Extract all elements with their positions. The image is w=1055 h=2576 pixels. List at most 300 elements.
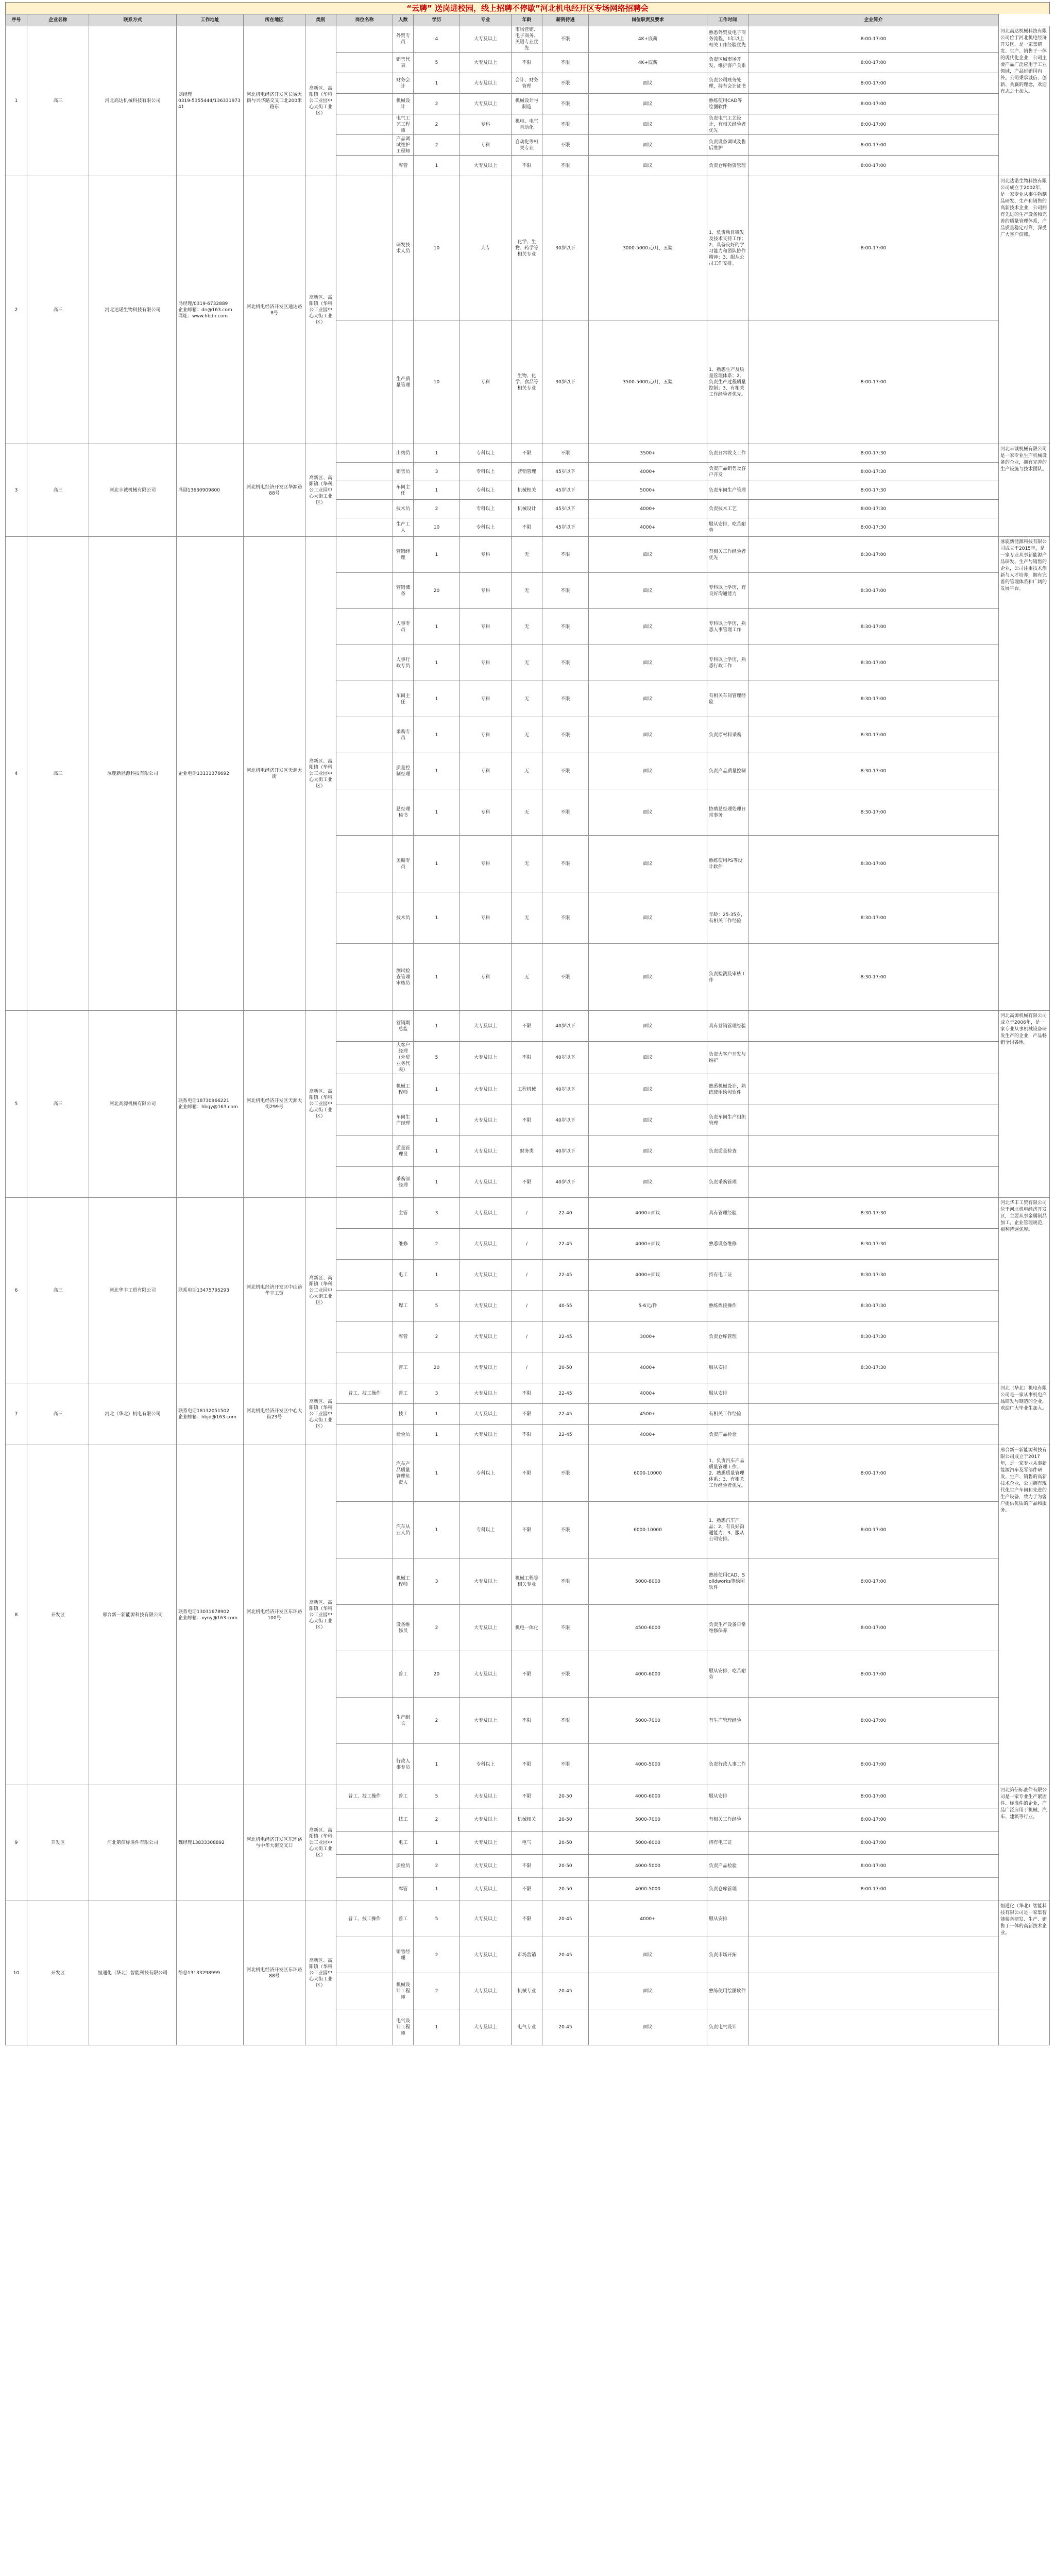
job-hours: 8:00-17:00 <box>748 1445 999 1502</box>
job-duty: 负责仓库管理 <box>707 1878 748 1901</box>
job-category <box>336 681 393 717</box>
job-salary: 面议 <box>589 681 707 717</box>
job-age: 22-45 <box>542 1425 589 1445</box>
job-hours: 8:00-17:00 <box>748 1605 999 1651</box>
job-hours <box>748 1425 999 1445</box>
job-duty: 熟练使用PS等设计软件 <box>707 836 748 892</box>
job-major: 无 <box>512 573 542 609</box>
job-duty: 负责电气设计 <box>707 2009 748 2045</box>
job-education: 大专及以上 <box>460 1605 512 1651</box>
job-category <box>336 94 393 114</box>
job-education: 专科 <box>460 789 512 836</box>
job-duty: 负责产品质量控制 <box>707 753 748 789</box>
job-education: 专科 <box>460 114 512 135</box>
job-category <box>336 500 393 518</box>
company-address: 河北机电经济开发区东环路与中华大街交叉口 <box>244 1785 305 1901</box>
job-title: 采购部经理 <box>393 1167 414 1198</box>
job-major: / <box>512 1229 542 1260</box>
job-headcount: 1 <box>414 944 460 1011</box>
job-major: 不限 <box>512 1855 542 1878</box>
company-contact: 魏经理13833308892 <box>177 1785 244 1901</box>
job-category <box>336 1074 393 1105</box>
job-salary: 面议 <box>589 609 707 645</box>
job-headcount: 3 <box>414 463 460 481</box>
job-headcount: 1 <box>414 892 460 944</box>
job-hours: 8:30-17:00 <box>748 681 999 717</box>
job-education: 大专及以上 <box>460 94 512 114</box>
job-headcount: 2 <box>414 1698 460 1744</box>
job-title: 检验员 <box>393 1425 414 1445</box>
job-title: 生产工人 <box>393 518 414 537</box>
job-category <box>336 1198 393 1229</box>
job-education: 专科以上 <box>460 444 512 463</box>
job-major: 无 <box>512 944 542 1011</box>
job-age: 不限 <box>542 94 589 114</box>
job-headcount: 20 <box>414 1352 460 1383</box>
job-category <box>336 26 393 53</box>
job-headcount: 1 <box>414 1445 460 1502</box>
job-duty: 负责产品销售及客户开发 <box>707 463 748 481</box>
job-category <box>336 1042 393 1074</box>
company-district: 高三 <box>27 537 89 1011</box>
job-headcount: 5 <box>414 1785 460 1808</box>
job-headcount: 20 <box>414 1651 460 1698</box>
job-salary: 面议 <box>589 944 707 1011</box>
job-headcount: 1 <box>414 645 460 681</box>
job-title: 汽车从业人员 <box>393 1502 414 1558</box>
job-age: 不限 <box>542 53 589 73</box>
job-headcount: 1 <box>414 1011 460 1042</box>
company-contact: 刘经理 0319-5355444/13633197341 <box>177 26 244 176</box>
job-education: 大专及以上 <box>460 1973 512 2009</box>
job-hours: 8:30-17:00 <box>748 717 999 753</box>
job-salary: 3500+ <box>589 444 707 463</box>
job-category <box>336 1973 393 2009</box>
job-education: 专科 <box>460 892 512 944</box>
column-header: 所在地区 <box>244 14 305 26</box>
column-header: 岗位职责及要求 <box>589 14 707 26</box>
company-intro: 河北高源机械有限公司成立于2006年，是一家专业从事机械设备研发生产的企业，产品畅销全国各地。 <box>999 1011 1050 1198</box>
job-education: 专科 <box>460 573 512 609</box>
company-address: 河北机电经济开发区通达路8号 <box>244 176 305 444</box>
company-intro: 河北第信标准件有限公司是一家专业生产紧固件、标准件的企业，产品广泛应用于机械、汽车、建筑等行业。 <box>999 1785 1050 1901</box>
job-headcount: 1 <box>414 1167 460 1198</box>
table-row <box>6 1383 1050 1404</box>
job-title: 库管 <box>393 1321 414 1352</box>
job-category <box>336 444 393 463</box>
job-title: 车间主任 <box>393 681 414 717</box>
job-duty: 负责技术工艺 <box>707 500 748 518</box>
company-region: 高新区、高阳镇（华科公工业园中心大街工业区） <box>305 1198 336 1383</box>
job-title: 采购专员 <box>393 717 414 753</box>
job-major: 机械设计与制造 <box>512 94 542 114</box>
job-hours: 8:00-17:00 <box>748 176 999 320</box>
company-name: 河北达诺生物科技有限公司 <box>89 176 177 444</box>
job-major: 工程机械 <box>512 1074 542 1105</box>
job-education: 大专及以上 <box>460 1404 512 1425</box>
job-major: 不限 <box>512 1011 542 1042</box>
job-education: 专科以上 <box>460 1502 512 1558</box>
column-header: 企业简介 <box>748 14 999 26</box>
job-duty: 熟练使用CAD等绘图软件 <box>707 94 748 114</box>
job-title: 财务会计 <box>393 73 414 94</box>
company-address: 河北机电经济开发区天源大街299号 <box>244 1011 305 1198</box>
company-address: 河北机电经济开发区华源路88号 <box>244 444 305 537</box>
job-duty: 负责区域市场开发，维护客户关系 <box>707 53 748 73</box>
job-headcount: 1 <box>414 1105 460 1136</box>
job-duty: 服从安排 <box>707 1383 748 1404</box>
job-hours: 8:30-17:30 <box>748 1260 999 1291</box>
job-duty: 负责采购管理 <box>707 1167 748 1198</box>
column-header: 工作时间 <box>707 14 748 26</box>
job-category <box>336 1105 393 1136</box>
job-category <box>336 1832 393 1855</box>
job-salary: 4000-5000 <box>589 1855 707 1878</box>
job-salary: 4000+ <box>589 1352 707 1383</box>
job-major: 无 <box>512 681 542 717</box>
job-education: 大专及以上 <box>460 1167 512 1198</box>
job-age: 40岁以下 <box>542 1042 589 1074</box>
company-contact: 联系电话13475795293 <box>177 1198 244 1383</box>
job-title: 电工 <box>393 1832 414 1855</box>
company-number: 9 <box>6 1785 27 1901</box>
job-duty: 负责电气工艺设计，有相关经验者优先 <box>707 114 748 135</box>
job-salary: 4K+底薪 <box>589 26 707 53</box>
job-salary: 面议 <box>589 789 707 836</box>
job-major: 机械设计 <box>512 500 542 518</box>
job-major: 市场营销 <box>512 1937 542 1973</box>
company-contact: 徐总13133298999 <box>177 1901 244 2045</box>
job-education: 大专及以上 <box>460 1291 512 1321</box>
job-hours: 8:30-17:30 <box>748 1291 999 1321</box>
job-major: 不限 <box>512 518 542 537</box>
company-contact: 联系电话18730966221 企业邮箱：hbgy@163.com <box>177 1011 244 1198</box>
job-hours <box>748 1383 999 1404</box>
job-duty: 具有营销管理经验 <box>707 1011 748 1042</box>
job-headcount: 2 <box>414 1855 460 1878</box>
job-duty: 专科以上学历，熟悉行政工作 <box>707 645 748 681</box>
company-number: 2 <box>6 176 27 444</box>
company-contact: 联系电话13031678902 企业邮箱：xyny@163.com <box>177 1445 244 1785</box>
job-education: 专科以上 <box>460 500 512 518</box>
job-headcount: 1 <box>414 609 460 645</box>
job-hours <box>748 1973 999 2009</box>
job-hours: 8:00-17:00 <box>748 1808 999 1832</box>
job-category <box>336 1605 393 1651</box>
job-education: 大专及以上 <box>460 1383 512 1404</box>
column-header: 岗位名称 <box>336 14 393 26</box>
job-duty: 有相关工作经验者优先 <box>707 537 748 573</box>
job-duty: 负责公司账务处理，持有会计证书 <box>707 73 748 94</box>
job-category <box>336 320 393 444</box>
job-duty: 有相关车间管理经验 <box>707 681 748 717</box>
job-duty: 1、负责项目研发及技术支持工作；2、具备良好的学习能力和团队协作精神；3、服从公司工作安排。 <box>707 176 748 320</box>
job-duty: 服从安排 <box>707 1352 748 1383</box>
job-age: 不限 <box>542 789 589 836</box>
job-title: 销售经理 <box>393 1937 414 1973</box>
job-duty: 熟悉设备维修 <box>707 1229 748 1260</box>
job-category <box>336 481 393 500</box>
job-hours: 8:00-17:00 <box>748 156 999 176</box>
job-salary: 面议 <box>589 1105 707 1136</box>
job-hours: 8:00-17:30 <box>748 500 999 518</box>
column-header: 企业名称 <box>27 14 89 26</box>
job-major: 无 <box>512 892 542 944</box>
company-region: 高新区、高阳镇（华科公工业园中心大街工业区） <box>305 26 336 176</box>
job-hours <box>748 1136 999 1167</box>
job-salary: 面议 <box>589 1973 707 2009</box>
job-category: 普工、技工操作 <box>336 1383 393 1404</box>
job-education: 大专及以上 <box>460 1698 512 1744</box>
job-category <box>336 1502 393 1558</box>
company-intro: 河北丰诚机械有限公司是一家专业生产机械设备的企业，拥有完善的生产设施与技术团队。 <box>999 444 1050 537</box>
job-headcount: 1 <box>414 789 460 836</box>
table-header-row <box>6 14 1050 26</box>
job-headcount: 1 <box>414 1260 460 1291</box>
job-age: 不限 <box>542 573 589 609</box>
job-salary: 面议 <box>589 753 707 789</box>
job-age: 40岁以下 <box>542 1074 589 1105</box>
job-duty: 负责日常收支工作 <box>707 444 748 463</box>
job-headcount: 5 <box>414 1291 460 1321</box>
company-name: 涿鹿新能源科技有限公司 <box>89 537 177 1011</box>
company-number: 3 <box>6 444 27 537</box>
job-salary: 面议 <box>589 2009 707 2045</box>
job-hours: 8:00-17:00 <box>748 1744 999 1785</box>
job-major: 无 <box>512 789 542 836</box>
job-education: 大专及以上 <box>460 1901 512 1937</box>
job-title: 汽车产品质量管理负责人 <box>393 1445 414 1502</box>
job-major: 会计、财务管理 <box>512 73 542 94</box>
job-title: 主管 <box>393 1198 414 1229</box>
job-category: 普工、技工操作 <box>336 1901 393 1937</box>
job-duty: 有生产管理经验 <box>707 1698 748 1744</box>
job-major: 化学、生物、药学等相关专业 <box>512 176 542 320</box>
job-age: 20-50 <box>542 1352 589 1383</box>
job-age: 45岁以下 <box>542 481 589 500</box>
job-category <box>336 717 393 753</box>
job-title: 行政人事专员 <box>393 1744 414 1785</box>
company-number: 1 <box>6 26 27 176</box>
job-education: 专科 <box>460 836 512 892</box>
job-hours <box>748 1404 999 1425</box>
job-age: 不限 <box>542 717 589 753</box>
company-intro: 邢台新一新能源科技有限公司成立于2017年，是一家专业从事新能源汽车及零部件研发、生产、销售的高新技术企业，公司拥有现代化生产车间和先进的生产设备，致力于为客户提供优质的产品和服务。 <box>999 1445 1050 1785</box>
job-salary: 4000-6000 <box>589 1651 707 1698</box>
column-header: 薪资待遇 <box>542 14 589 26</box>
job-hours: 8:30-17:30 <box>748 1352 999 1383</box>
job-education: 大专及以上 <box>460 1105 512 1136</box>
job-major: / <box>512 1352 542 1383</box>
company-address: 河北机电经济开发区中心大街23号 <box>244 1383 305 1445</box>
job-headcount: 2 <box>414 94 460 114</box>
job-age: 不限 <box>542 753 589 789</box>
job-education: 专科以上 <box>460 481 512 500</box>
job-duty: 具有管理经验 <box>707 1198 748 1229</box>
job-major: 不限 <box>512 1878 542 1901</box>
job-age: 40-55 <box>542 1291 589 1321</box>
job-duty: 熟练使用绘图软件 <box>707 1973 748 2009</box>
job-salary: 面议 <box>589 1937 707 1973</box>
job-headcount: 2 <box>414 1973 460 2009</box>
job-age: 40岁以下 <box>542 1011 589 1042</box>
job-salary: 4500+ <box>589 1404 707 1425</box>
job-age: 22-40 <box>542 1198 589 1229</box>
job-major: 不限 <box>512 1698 542 1744</box>
job-major: 机械专业 <box>512 1973 542 2009</box>
job-headcount: 10 <box>414 176 460 320</box>
job-title: 产品调试维护工程师 <box>393 135 414 156</box>
job-education: 大专及以上 <box>460 1785 512 1808</box>
job-headcount: 2 <box>414 500 460 518</box>
job-salary: 4000-5000 <box>589 1744 707 1785</box>
job-age: 不限 <box>542 1502 589 1558</box>
job-title: 质检员 <box>393 1855 414 1878</box>
table-row <box>6 176 1050 320</box>
job-headcount: 3 <box>414 1198 460 1229</box>
company-number: 6 <box>6 1198 27 1383</box>
job-category <box>336 836 393 892</box>
job-duty: 协助总经理处理日常事务 <box>707 789 748 836</box>
column-header: 学历 <box>414 14 460 26</box>
company-number: 7 <box>6 1383 27 1445</box>
company-address: 河北机电经济开发区长城大街与兴华路交叉口北200米路东 <box>244 26 305 176</box>
job-title: 库管 <box>393 156 414 176</box>
company-region: 高新区、高阳镇（华科公工业园中心大街工业区） <box>305 444 336 537</box>
job-duty: 持有电工证 <box>707 1832 748 1855</box>
job-duty: 熟悉外贸及电子商务流程，1年以上相关工作经验优先 <box>707 26 748 53</box>
job-headcount: 3 <box>414 1558 460 1605</box>
job-category <box>336 2009 393 2045</box>
job-category <box>336 518 393 537</box>
job-age: 45岁以下 <box>542 463 589 481</box>
job-education: 大专及以上 <box>460 1808 512 1832</box>
job-education: 专科 <box>460 320 512 444</box>
job-category <box>336 53 393 73</box>
job-major: / <box>512 1321 542 1352</box>
job-hours: 8:30-17:30 <box>748 1321 999 1352</box>
job-age: 不限 <box>542 537 589 573</box>
job-headcount: 10 <box>414 320 460 444</box>
job-hours <box>748 1011 999 1042</box>
job-salary: 6000-10000 <box>589 1502 707 1558</box>
job-title: 机械工程师 <box>393 1558 414 1605</box>
job-age: 20-50 <box>542 1808 589 1832</box>
job-major: 无 <box>512 609 542 645</box>
job-category <box>336 537 393 573</box>
job-major: 不限 <box>512 444 542 463</box>
job-hours: 8:30-17:30 <box>748 1198 999 1229</box>
column-header: 类别 <box>305 14 336 26</box>
job-title: 质量控制经理 <box>393 753 414 789</box>
job-education: 专科 <box>460 645 512 681</box>
job-salary: 面议 <box>589 1042 707 1074</box>
job-duty: 负责生产设备日常维修保养 <box>707 1605 748 1651</box>
job-age: 不限 <box>542 73 589 94</box>
job-age: 不限 <box>542 836 589 892</box>
job-education: 大专及以上 <box>460 1074 512 1105</box>
job-hours: 8:00-17:00 <box>748 1502 999 1558</box>
job-major: 生物、化学、食品等相关专业 <box>512 320 542 444</box>
job-education: 大专及以上 <box>460 1198 512 1229</box>
job-hours <box>748 1074 999 1105</box>
job-category <box>336 1651 393 1698</box>
job-headcount: 2 <box>414 1937 460 1973</box>
company-contact: 冯经理/0319-6732889 企业邮箱：dn@163.com 网址：www.hbdn.com <box>177 176 244 444</box>
company-name: 邢台新一新能源科技有限公司 <box>89 1445 177 1785</box>
company-region: 高新区、高阳镇（华科公工业园中心大街工业区） <box>305 1383 336 1445</box>
job-category <box>336 753 393 789</box>
job-headcount: 5 <box>414 1901 460 1937</box>
job-title: 设备维修员 <box>393 1605 414 1651</box>
job-headcount: 1 <box>414 836 460 892</box>
job-duty: 负责产品检验 <box>707 1425 748 1445</box>
job-age: 45岁以下 <box>542 518 589 537</box>
company-district: 高三 <box>27 444 89 537</box>
document-title: “云聘” 送岗进校园，线上招聘不停歇”河北机电经开区专场网络招聘会 <box>5 2 1050 14</box>
job-title: 技术员 <box>393 892 414 944</box>
job-major: 财务类 <box>512 1136 542 1167</box>
job-headcount: 20 <box>414 573 460 609</box>
job-hours: 8:00-17:30 <box>748 518 999 537</box>
job-headcount: 4 <box>414 26 460 53</box>
job-age: 22-45 <box>542 1229 589 1260</box>
job-duty: 负责原材料采购 <box>707 717 748 753</box>
job-title: 技术员 <box>393 500 414 518</box>
job-salary: 4000+ <box>589 518 707 537</box>
job-duty: 持有电工证 <box>707 1260 748 1291</box>
company-region: 高新区、高阳镇（华科公工业园中心大街工业区） <box>305 176 336 444</box>
job-hours: 8:00-17:00 <box>748 26 999 53</box>
company-intro: 河北华丰工贸有限公司位于河北机电经济开发区，主要从事金属制品加工，企业管理规范，福利待遇优厚。 <box>999 1198 1050 1383</box>
job-education: 专科 <box>460 753 512 789</box>
job-title: 车间主任 <box>393 481 414 500</box>
job-title: 普工 <box>393 1651 414 1698</box>
job-hours: 8:00-17:00 <box>748 135 999 156</box>
job-salary: 面议 <box>589 114 707 135</box>
job-headcount: 1 <box>414 537 460 573</box>
company-district: 高三 <box>27 1198 89 1383</box>
job-hours: 8:00-17:00 <box>748 1558 999 1605</box>
job-title: 焊工 <box>393 1291 414 1321</box>
job-major: 电气专业 <box>512 2009 542 2045</box>
job-category <box>336 176 393 320</box>
job-hours: 8:30-17:00 <box>748 892 999 944</box>
job-duty: 1、负责汽车产品质量管理工作；2、熟悉质量管理体系；3、有相关工作经验者优先。 <box>707 1445 748 1502</box>
job-education: 专科以上 <box>460 518 512 537</box>
column-header: 联系方式 <box>89 14 177 26</box>
job-duty: 有相关工作经验 <box>707 1808 748 1832</box>
job-salary: 4000-5000 <box>589 1878 707 1901</box>
company-intro: 河北高达机械科技有限公司位于河北机电经济开发区，是一家集研发、生产、销售于一体的现代化企业，公司主要产品广泛应用于工业领域，产品远销国内外。公司秉承诚信、创新、共赢的理念，欢迎有志之士加入。 <box>999 26 1050 176</box>
job-major: 机械相关 <box>512 1808 542 1832</box>
job-title: 人事专员 <box>393 609 414 645</box>
job-category <box>336 1404 393 1425</box>
job-hours: 8:30-17:00 <box>748 573 999 609</box>
job-hours: 8:30-17:00 <box>748 537 999 573</box>
job-category <box>336 609 393 645</box>
job-hours: 8:00-17:00 <box>748 114 999 135</box>
job-title: 大客户经理（外贸业务代表） <box>393 1042 414 1074</box>
job-duty: 专科以上学历，有良好沟通能力 <box>707 573 748 609</box>
job-headcount: 1 <box>414 1832 460 1855</box>
job-headcount: 2 <box>414 1605 460 1651</box>
job-hours: 8:30-17:00 <box>748 836 999 892</box>
job-major: / <box>512 1198 542 1229</box>
job-education: 专科 <box>460 717 512 753</box>
job-salary: 面议 <box>589 1074 707 1105</box>
job-age: 22-45 <box>542 1321 589 1352</box>
